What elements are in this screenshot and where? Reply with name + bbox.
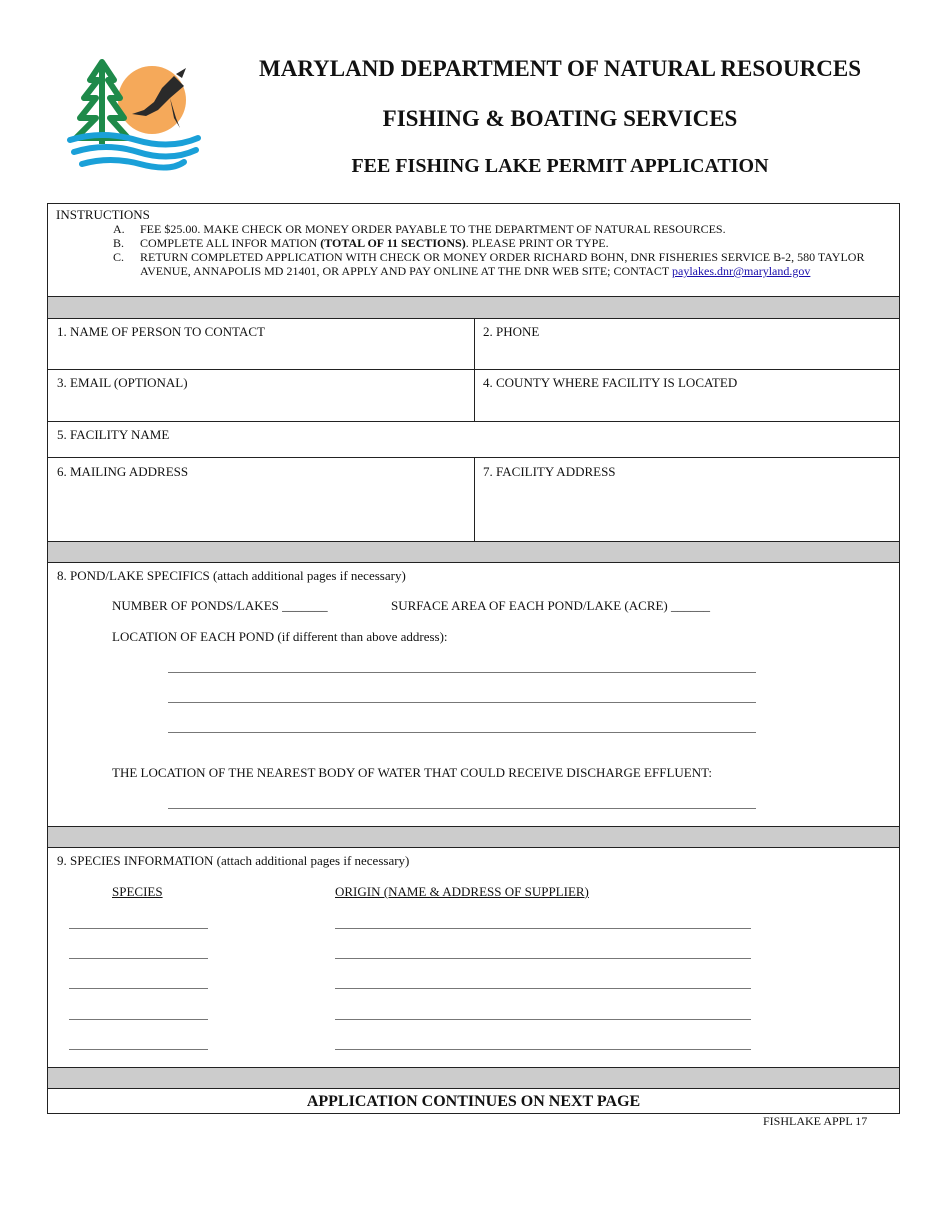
row-divider [48, 421, 899, 422]
instruction-letter: B. [113, 236, 125, 250]
county-field[interactable]: 4. COUNTY WHERE FACILITY IS LOCATED [483, 375, 738, 390]
instruction-text-end: . PLEASE PRINT OR TYPE. [465, 236, 609, 250]
form-code: FISHLAKE APPL 17 [763, 1114, 868, 1128]
instruction-b [56, 236, 886, 250]
surface-area-field[interactable]: SURFACE AREA OF EACH POND/LAKE (ACRE) ______ [391, 598, 711, 613]
mailing-address-field[interactable]: 6. MAILING ADDRESS [57, 464, 189, 479]
pond-location-label: LOCATION OF EACH POND (if different than above address): [112, 629, 448, 644]
species-entry-line[interactable] [69, 1049, 208, 1050]
facility-address-field[interactable]: 7. FACILITY ADDRESS [483, 464, 616, 479]
instruction-letter: C. [113, 250, 125, 264]
origin-entry-line[interactable] [335, 958, 751, 959]
origin-entry-line[interactable] [335, 928, 751, 929]
pond-location-line[interactable] [168, 702, 756, 703]
instruction-a [56, 222, 886, 236]
instruction-bold-text: (TOTAL OF 11 SECTIONS) [320, 236, 466, 250]
contact-name-field[interactable]: 1. NAME OF PERSON TO CONTACT [57, 324, 265, 339]
origin-column-header: ORIGIN (NAME & ADDRESS OF SUPPLIER) [335, 884, 589, 899]
application-form [47, 203, 900, 1114]
instruction-text: RETURN COMPLETED APPLICATION WITH CHECK OR MONEY ORDER RICHARD BOHN, DNR FISHERIES SERVICE B-2, 580 TAYLOR AVENUE, ANNAPOLIS MD 21401, OR APPLY AND PAY ONLINE AT THE DNR WEB SITE; CONTACT [140, 250, 865, 278]
form-title: FEE FISHING LAKE PERMIT APPLICATION [351, 155, 769, 177]
species-entry-line[interactable] [69, 988, 208, 989]
column-divider [474, 318, 475, 422]
instruction-text: FEE $25.00. MAKE CHECK OR MONEY ORDER PAYABLE TO THE DEPARTMENT OF NATURAL RESOURCES. [140, 222, 726, 236]
email-field[interactable]: 3. EMAIL (OPTIONAL) [57, 375, 188, 390]
discharge-location-line[interactable] [168, 808, 756, 809]
pond-specifics-heading: 8. POND/LAKE SPECIFICS (attach additional pages if necessary) [57, 568, 406, 583]
pond-location-line[interactable] [168, 732, 756, 733]
phone-field[interactable]: 2. PHONE [483, 324, 540, 339]
instruction-text: COMPLETE ALL INFOR MATION [140, 236, 321, 250]
origin-entry-line[interactable] [335, 988, 751, 989]
species-entry-line[interactable] [69, 1019, 208, 1020]
species-column-header: SPECIES [112, 884, 163, 899]
discharge-location-label: THE LOCATION OF THE NEAREST BODY OF WATER THAT COULD RECEIVE DISCHARGE EFFLUENT: [112, 765, 713, 780]
origin-entry-line[interactable] [335, 1019, 751, 1020]
sun-shape [118, 66, 186, 134]
section-separator [48, 296, 899, 319]
section-separator [48, 1067, 899, 1089]
species-entry-line[interactable] [69, 958, 208, 959]
origin-entry-line[interactable] [335, 1049, 751, 1050]
division-title: FISHING & BOATING SERVICES [382, 106, 738, 131]
agency-title: MARYLAND DEPARTMENT OF NATURAL RESOURCES [259, 56, 861, 81]
pond-location-line[interactable] [168, 672, 756, 673]
instruction-letter: A. [113, 222, 125, 236]
row-divider [48, 369, 899, 370]
number-of-ponds-field[interactable]: NUMBER OF PONDS/LAKES _______ [112, 598, 328, 613]
column-divider [474, 457, 475, 541]
section-separator [48, 541, 899, 563]
section-separator [48, 826, 899, 848]
species-info-heading: 9. SPECIES INFORMATION (attach additional pages if necessary) [57, 853, 410, 868]
instruction-c [56, 250, 886, 278]
instructions-block [56, 208, 886, 278]
facility-name-field[interactable]: 5. FACILITY NAME [57, 427, 170, 442]
continues-note: APPLICATION CONTINUES ON NEXT PAGE [306, 1093, 641, 1110]
instructions-heading: INSTRUCTIONS [56, 207, 150, 222]
contact-email-link[interactable]: paylakes.dnr@maryland.gov [672, 264, 811, 278]
dnr-logo-icon [66, 58, 202, 176]
species-entry-line[interactable] [69, 928, 208, 929]
